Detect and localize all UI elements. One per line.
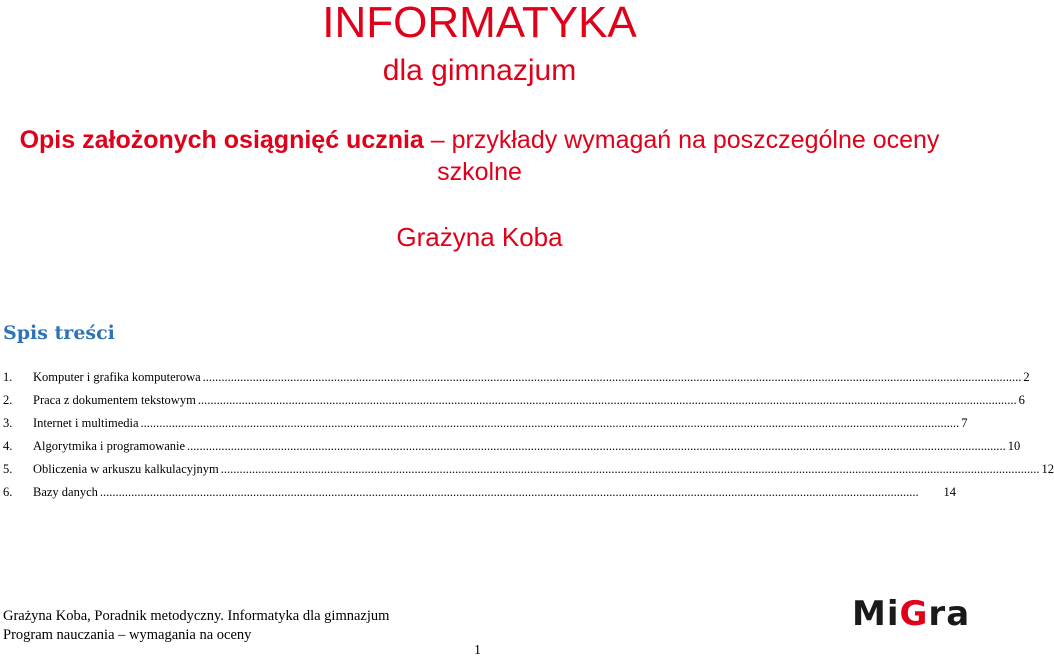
- heading-bold-part: Opis założonych osiągnięć ucznia: [19, 126, 424, 154]
- logo-part-3: ra: [928, 594, 971, 634]
- toc-item-page: 6: [1018, 393, 1025, 407]
- footer-line-2: Program nauczania – wymagania na oceny: [3, 627, 252, 643]
- toc-item-text: Internet i multimedia: [33, 416, 139, 430]
- heading-regular-part: – przykłady wymagań na poszczególne oceny szkolne: [430, 126, 940, 186]
- toc-leader-dots: [203, 370, 1022, 385]
- toc-item-number: 5.: [3, 462, 13, 476]
- toc-item-number: 4.: [3, 439, 13, 453]
- toc-item-page: 12: [1041, 462, 1054, 476]
- logo-part-1: Mi: [852, 594, 900, 634]
- toc-item-page: 10: [1007, 439, 1021, 453]
- toc-item[interactable]: [3, 439, 1021, 462]
- toc-item-text: Obliczenia w arkuszu kalkulacyjnym: [33, 462, 219, 476]
- document-subtitle: dla gimnazjum: [382, 54, 577, 87]
- toc-leader-dots: [221, 462, 1040, 477]
- document-heading: [0, 124, 959, 188]
- toc-leader-dots: [198, 393, 1017, 408]
- logo-part-2: G: [899, 594, 929, 634]
- toc-item[interactable]: [3, 393, 1025, 416]
- toc-item-text: Praca z dokumentem tekstowym: [33, 393, 196, 407]
- migra-logo: [852, 596, 970, 632]
- toc-item[interactable]: [3, 462, 1054, 485]
- document-title: INFORMATYKA: [322, 0, 637, 47]
- toc-item-number: 2.: [3, 393, 13, 407]
- toc-item-number: 6.: [3, 485, 13, 499]
- toc-item[interactable]: [3, 485, 956, 508]
- toc-item[interactable]: [3, 370, 1030, 393]
- toc-leader-dots: [187, 439, 1006, 454]
- toc-item-number: 1.: [3, 370, 13, 384]
- author-name: Grażyna Koba: [396, 222, 563, 252]
- toc-title: Spis treści: [3, 322, 115, 344]
- page-number: 1: [474, 643, 481, 658]
- toc-leader-dots: [141, 416, 960, 431]
- toc-item-text: Komputer i grafika komputerowa: [33, 370, 201, 384]
- toc-leader-dots: [100, 485, 942, 500]
- footer-line-1: Grażyna Koba, Poradnik metodyczny. Informatyka dla gimnazjum: [3, 608, 390, 624]
- toc-item-page: 2: [1023, 370, 1030, 384]
- toc-item-number: 3.: [3, 416, 13, 430]
- toc-item-text: Algorytmika i programowanie: [33, 439, 186, 453]
- table-of-contents: [3, 370, 1054, 508]
- toc-item-page: 14: [943, 485, 956, 499]
- toc-item-text: Bazy danych: [33, 485, 98, 499]
- toc-item[interactable]: [3, 416, 968, 439]
- toc-item-page: 7: [961, 416, 968, 430]
